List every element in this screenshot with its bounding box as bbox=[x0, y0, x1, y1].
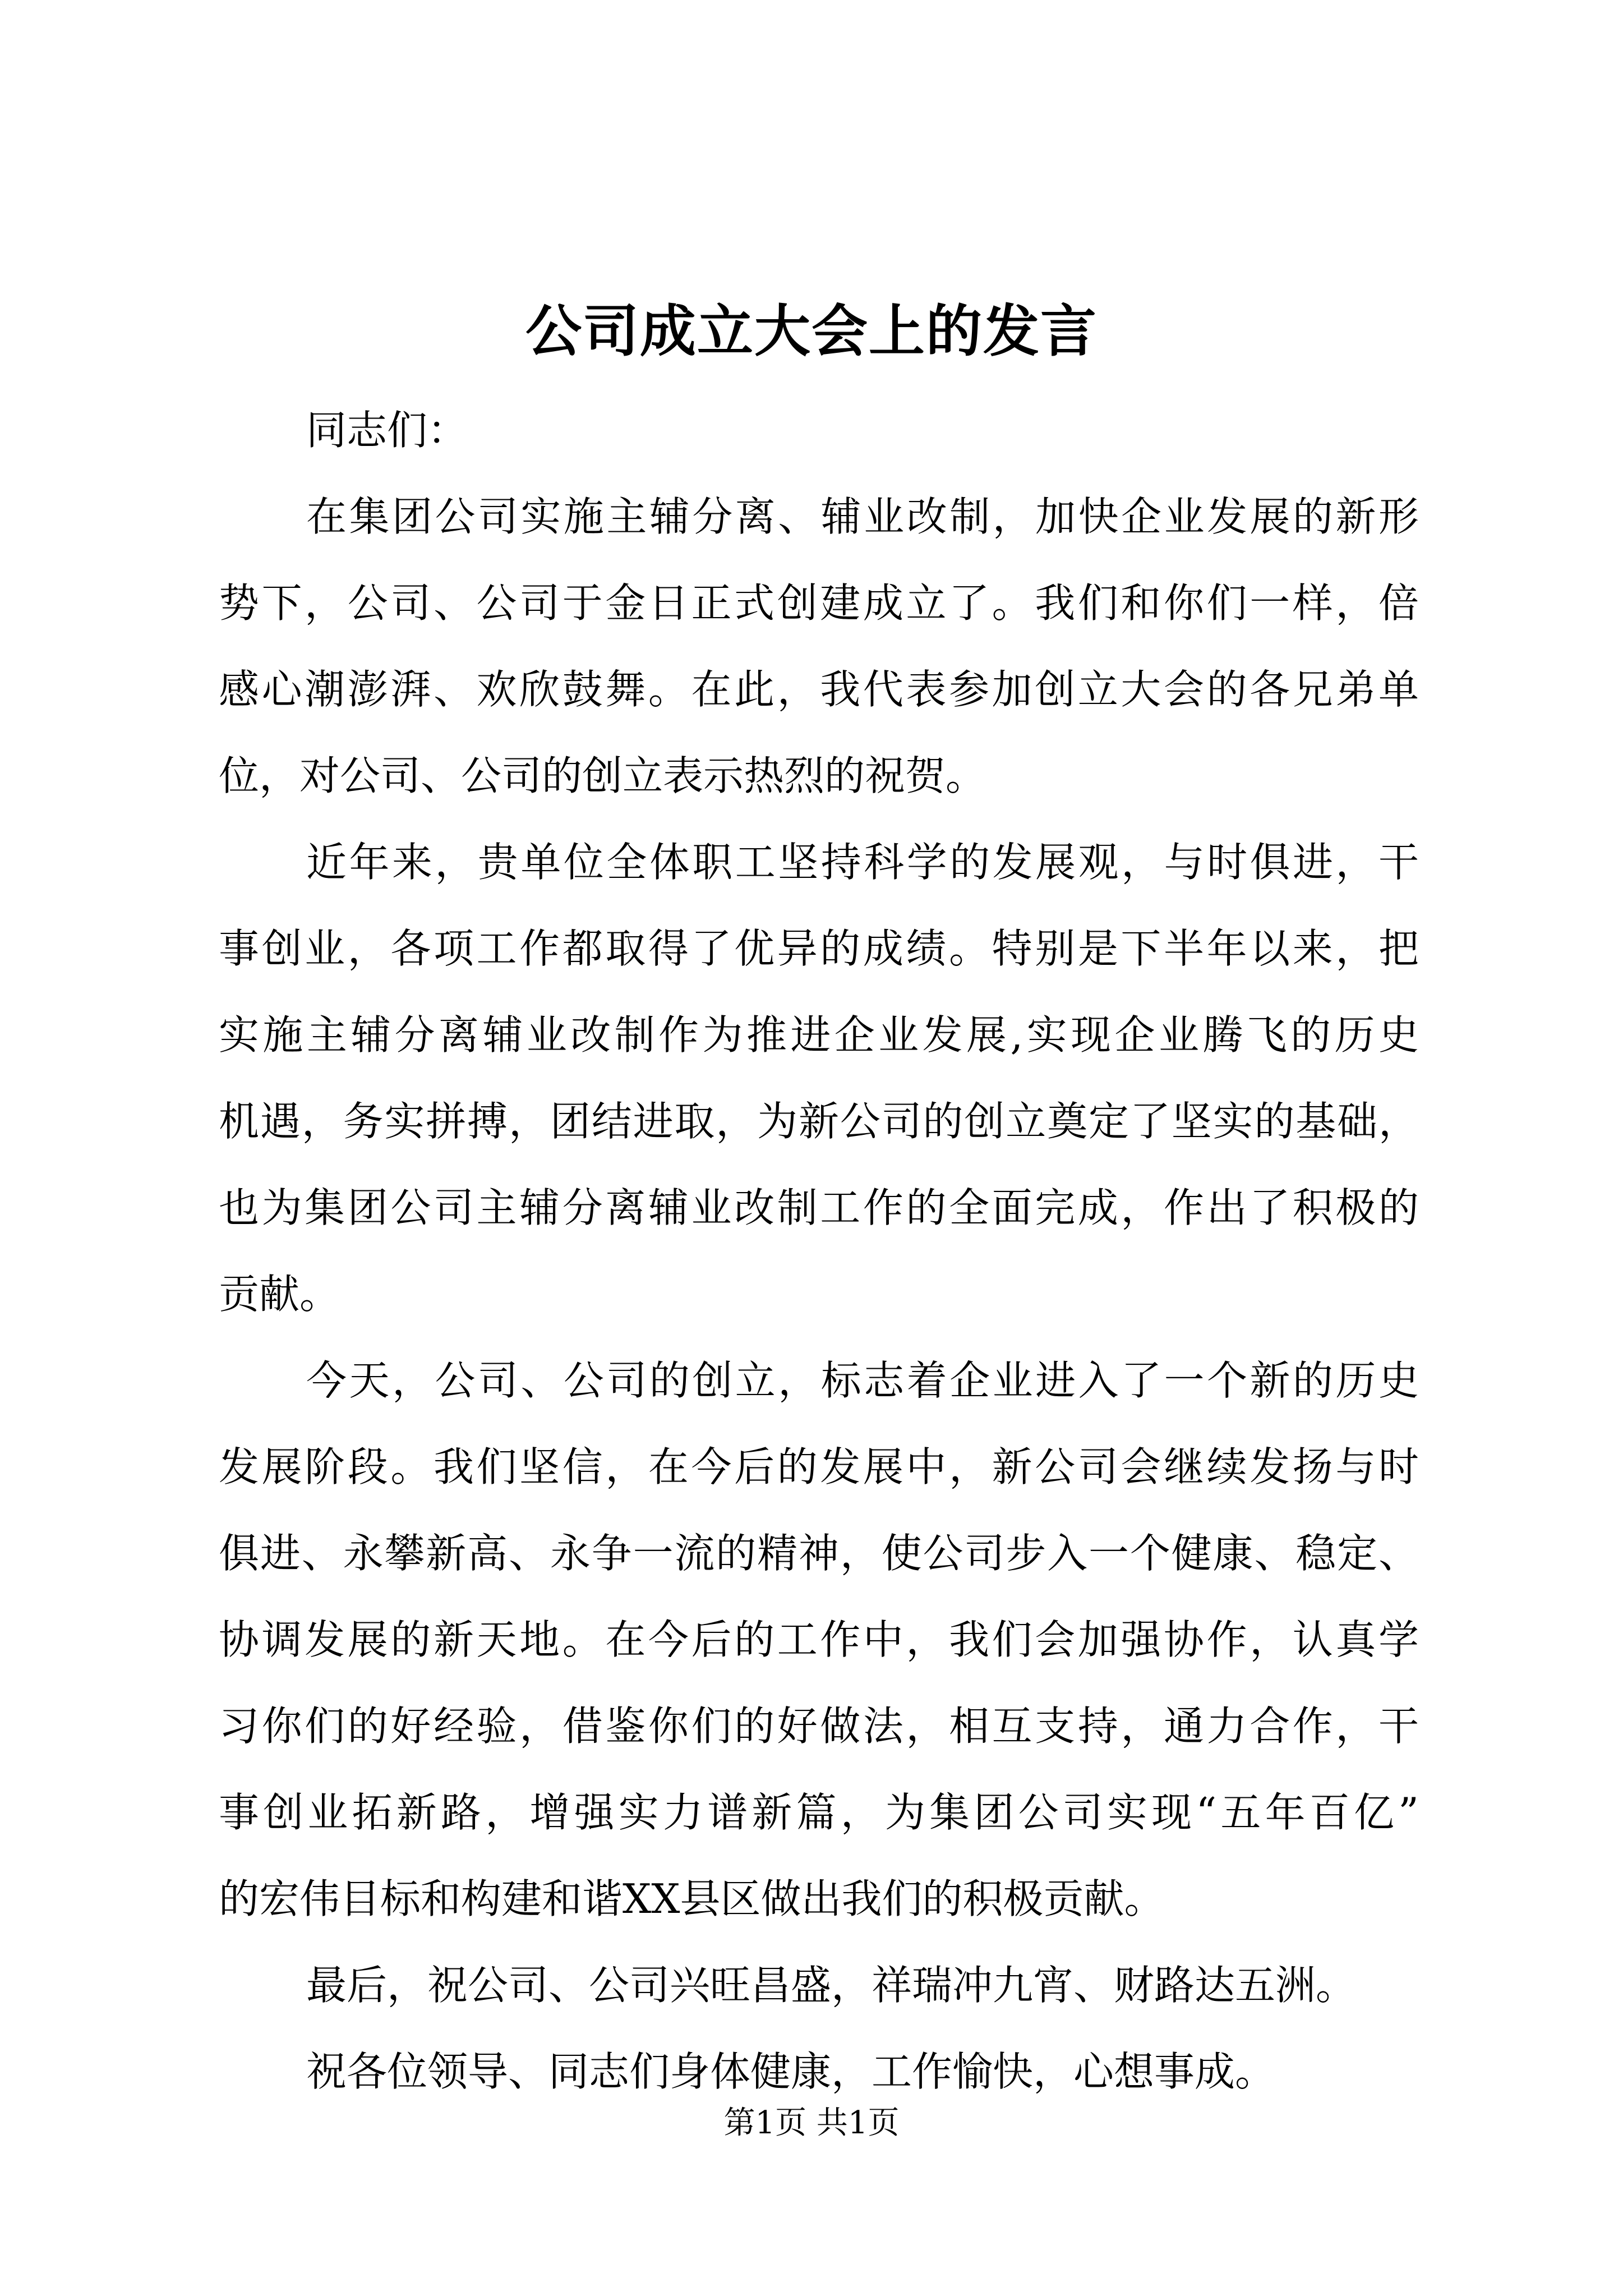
paragraph-closing bbox=[219, 1942, 1419, 2028]
document-title: 公司成立大会上的发言 bbox=[525, 298, 1098, 364]
paragraph-line: 也为集团公司主辅分离辅业改制工作的全面完成，作出了积极的 bbox=[219, 1184, 1419, 1231]
paragraph-line: 今天，公司、公司的创立，标志着企业进入了一个新的历史 bbox=[306, 1357, 1419, 1404]
paragraph-line: 实施主辅分离辅业改制作为推进企业发展,实现企业腾飞的历史 bbox=[219, 1011, 1419, 1059]
paragraph-line: 祝各位领导、同志们身体健康，工作愉快，心想事成。 bbox=[306, 2048, 1276, 2095]
paragraph bbox=[219, 473, 1419, 819]
paragraph-line: 感心潮澎湃、欢欣鼓舞。在此，我代表参加创立大会的各兄弟单 bbox=[219, 666, 1419, 713]
paragraph-line: 事创业拓新路，增强实力谱新篇，为集团公司实现“五年百亿” bbox=[219, 1789, 1419, 1836]
document-body bbox=[219, 387, 1419, 2115]
paragraph bbox=[219, 819, 1419, 1337]
paragraph-salutation bbox=[219, 387, 1419, 473]
paragraph-line: 同志们： bbox=[306, 407, 468, 454]
paragraph-line: 势下，公司、公司于金日正式创建成立了。我们和你们一样，倍 bbox=[219, 579, 1419, 627]
paragraph-line: 习你们的好经验，借鉴你们的好做法，相互支持，通力合作，干 bbox=[219, 1703, 1419, 1750]
paragraph-line: 最后，祝公司、公司兴旺昌盛，祥瑞冲九宵、财路达五洲。 bbox=[306, 1962, 1357, 2009]
paragraph-line: 近年来，贵单位全体职工坚持科学的发展观，与时俱进，干 bbox=[306, 839, 1419, 886]
paragraph-line: 俱进、永攀新高、永争一流的精神，使公司步入一个健康、稳定、 bbox=[219, 1530, 1419, 1577]
paragraph-line: 的宏伟目标和构建和谐XX县区做出我们的积极贡献。 bbox=[219, 1875, 1165, 1922]
paragraph-line: 发展阶段。我们坚信，在今后的发展中，新公司会继续发扬与时 bbox=[219, 1443, 1419, 1490]
paragraph-line: 贡献。 bbox=[219, 1271, 340, 1318]
paragraph-line: 位，对公司、公司的创立表示热烈的祝贺。 bbox=[219, 752, 986, 799]
paragraph-line: 协调发展的新天地。在今后的工作中，我们会加强协作，认真学 bbox=[219, 1616, 1419, 1663]
paragraph bbox=[219, 1337, 1419, 1942]
page-footer: 第1页 共1页 bbox=[723, 2105, 900, 2141]
paragraph-line: 事创业，各项工作都取得了优异的成绩。特别是下半年以来，把 bbox=[219, 925, 1419, 972]
paragraph-line: 机遇，务实拼搏，团结进取，为新公司的创立奠定了坚实的基础， bbox=[219, 1098, 1419, 1145]
paragraph-line: 在集团公司实施主辅分离、辅业改制，加快企业发展的新形 bbox=[306, 493, 1419, 540]
